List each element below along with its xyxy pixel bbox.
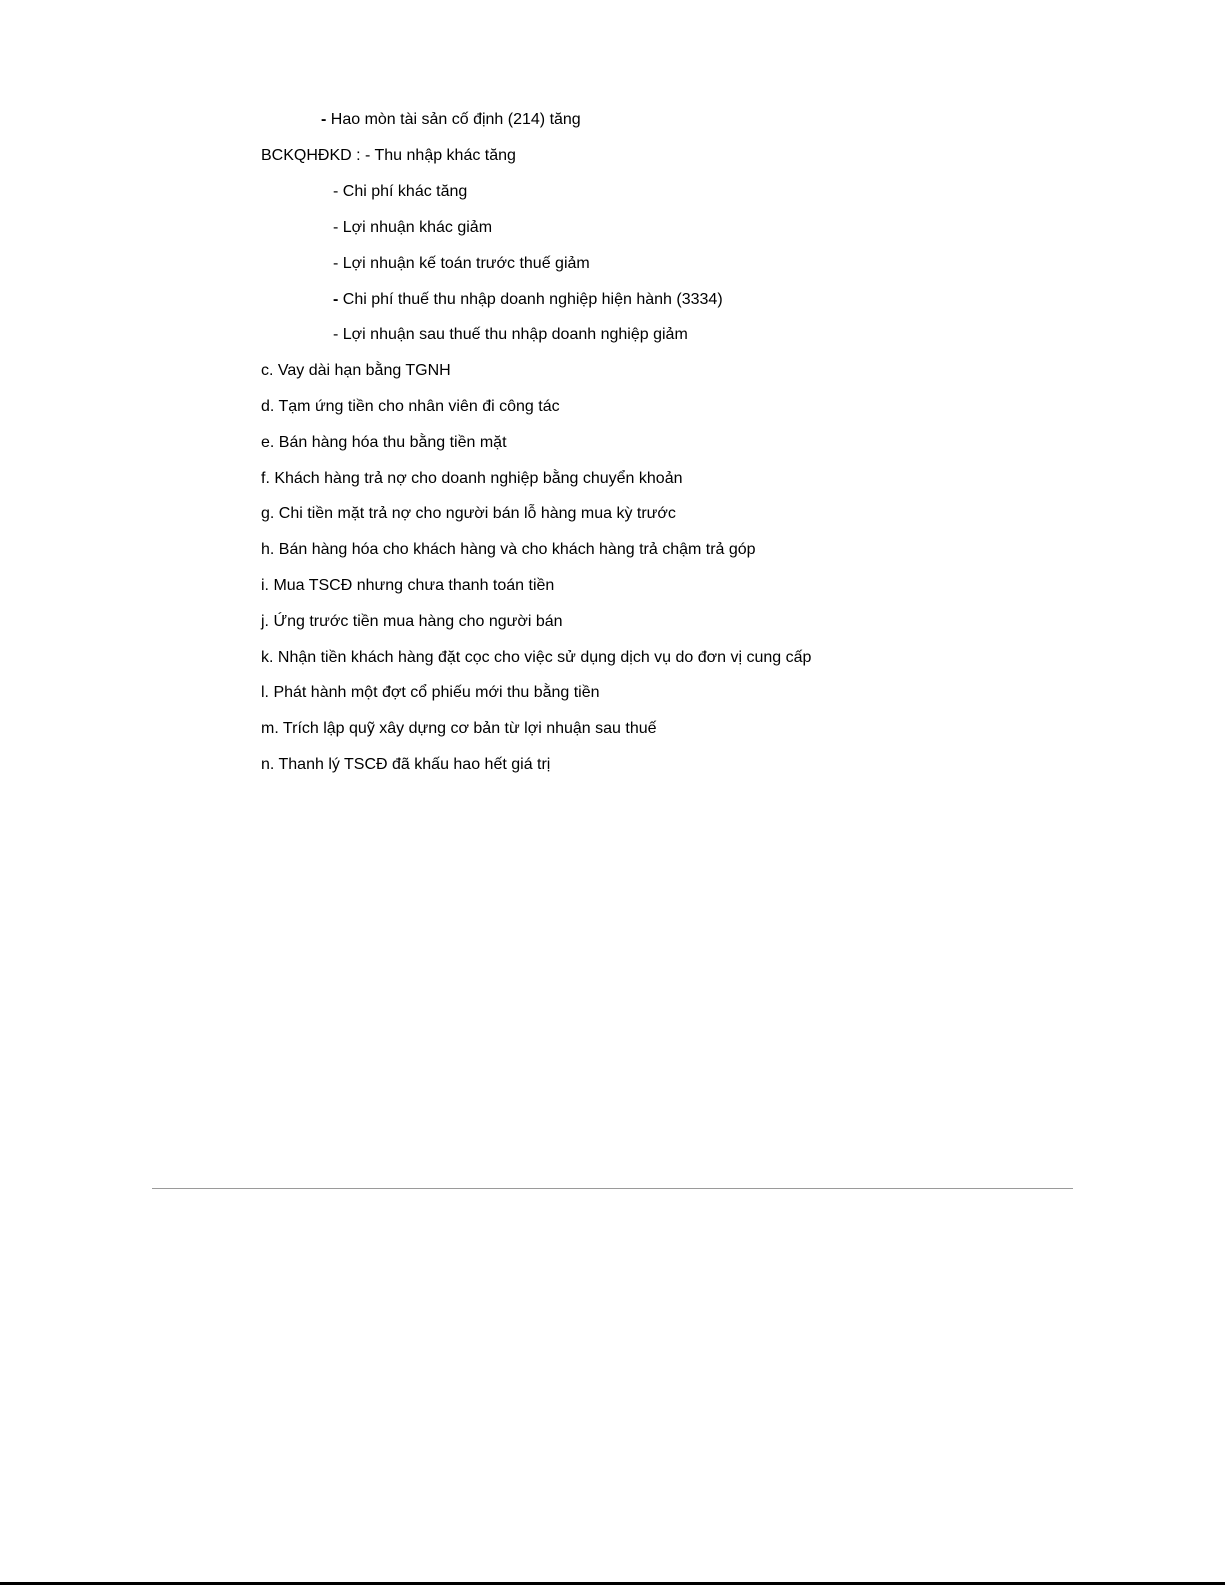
text-line-other-expense: - Chi phí khác tăng <box>333 183 468 200</box>
list-item-h: h. Bán hàng hóa cho khách hàng và cho khách hàng trả chậm trả góp <box>261 541 756 558</box>
list-item-d: d. Tạm ứng tiền cho nhân viên đi công tác <box>261 398 560 415</box>
text-line-tax-expense <box>333 290 723 310</box>
list-item-f: f. Khách hàng trả nợ cho doanh nghiệp bằng chuyển khoản <box>261 470 683 487</box>
list-item-i: i. Mua TSCĐ nhưng chưa thanh toán tiền <box>261 577 555 594</box>
bullet-dash: - <box>321 111 327 128</box>
text-line-other-profit: - Lợi nhuận khác giảm <box>333 219 493 236</box>
page-divider <box>152 1188 1073 1189</box>
bullet-dash: - <box>333 291 339 308</box>
list-item-k: k. Nhận tiền khách hàng đặt cọc cho việc sử dụng dịch vụ do đơn vị cung cấp <box>261 649 812 666</box>
text-line-aftertax-profit: - Lợi nhuận sau thuế thu nhập doanh nghiệp giảm <box>333 326 688 343</box>
list-item-c: c. Vay dài hạn bằng TGNH <box>261 362 451 379</box>
list-item-l: l. Phát hành một đợt cổ phiếu mới thu bằng tiền <box>261 684 600 701</box>
list-item-e: e. Bán hàng hóa thu bằng tiền mặt <box>261 434 507 451</box>
list-item-j: j. Ứng trước tiền mua hàng cho người bán <box>261 613 563 630</box>
list-item-g: g. Chi tiền mặt trả nợ cho người bán lỗ hàng mua kỳ trước <box>261 505 676 522</box>
line-text: Chi phí thuế thu nhập doanh nghiệp hiện hành (3334) <box>338 291 723 308</box>
text-line-depreciation <box>321 110 581 130</box>
text-line-pretax-profit: - Lợi nhuận kế toán trước thuế giảm <box>333 255 590 272</box>
text-line-income-statement: BCKQHĐKD : - Thu nhập khác tăng <box>261 147 516 164</box>
line-text: Hao mòn tài sản cố định (214) tăng <box>326 111 581 128</box>
list-item-n: n. Thanh lý TSCĐ đã khấu hao hết giá trị <box>261 756 551 773</box>
list-item-m: m. Trích lập quỹ xây dựng cơ bản từ lợi nhuận sau thuế <box>261 720 657 737</box>
